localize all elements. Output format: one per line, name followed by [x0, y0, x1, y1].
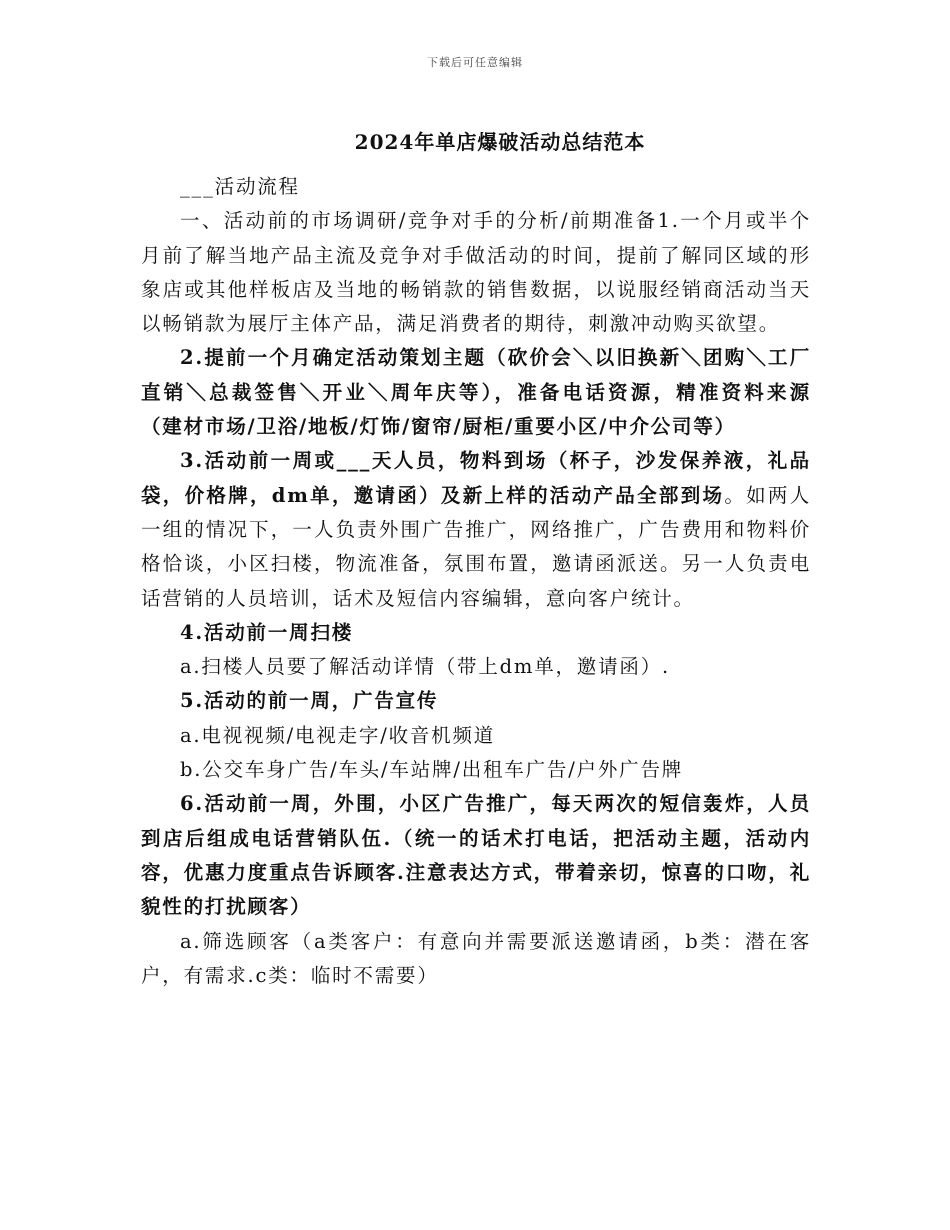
paragraph-process-heading: ___活动流程: [180, 175, 300, 198]
paragraph-customer-screening: a.筛选顾客（a类客户：有意向并需要派送邀请函，b类：潜在客户，有需求.c类：临时不需要）: [141, 929, 811, 987]
paragraph-building-sweep-heading: 4.活动前一周扫楼: [180, 620, 354, 644]
paragraph-advertising-heading: 5.活动的前一周，广告宣传: [180, 689, 439, 713]
staff-materials-plain-text: 。如两人一组的情况下，一人负责外围广告推广，网络推广，广告费用和物料价格恰谈，小区扫楼，物流准备，氛围布置，邀请函派送。另一人负责电话营销的人员培训，话术及短信内容编辑，意向客户统计。: [141, 483, 812, 610]
paragraph-theme-planning: 2.提前一个月确定活动策划主题（砍价会＼以旧换新＼团购＼工厂直销＼总裁签售＼开业＼周年庆等），准备电话资源，精准资料来源（建材市场/卫浴/地板/灯饰/窗帘/厨柜/重要小区/中介公司等）: [141, 346, 811, 439]
paragraph-building-sweep-detail: a.扫楼人员要了解活动详情（带上dm单，邀请函）.: [180, 655, 670, 679]
paragraph-advertising-outdoor: b.公交车身广告/车头/车站牌/出租车广告/户外广告牌: [180, 758, 684, 782]
paragraph-market-research: 一、活动前的市场调研/竞争对手的分析/前期准备1.一个月或半个月前了解当地产品主流及竞争对手做活动的时间，提前了解同区域的形象店或其他样板店及当地的畅销款的销售数据，以说服经销商活动当天以畅销款为展厅主体产品，满足消费者的期待，刺激冲动购买欲望。: [141, 209, 811, 336]
paragraph-staff-materials: [141, 444, 811, 615]
header-note: 下载后可任意编辑: [427, 56, 523, 69]
document-body: [141, 170, 811, 993]
document-title: 2024年单店爆破活动总结范本: [354, 130, 646, 154]
staff-materials-bold-text: 3.活动前一周或___天人员，物料到场（杯子，沙发保养液，礼品袋，价格牌，dm单，邀请函）及新上样的活动产品全部到场: [141, 449, 811, 507]
paragraph-phone-marketing: 6.活动前一周，外围，小区广告推广，每天两次的短信轰炸，人员到店后组成电话营销队伍.（统一的话术打电话，把活动主题，活动内容，优惠力度重点告诉顾客.注意表达方式，带着亲切，惊喜的口吻，礼貌性的打扰顾客）: [141, 792, 811, 919]
paragraph-advertising-tv: a.电视视频/电视走字/收音机频道: [180, 723, 496, 747]
